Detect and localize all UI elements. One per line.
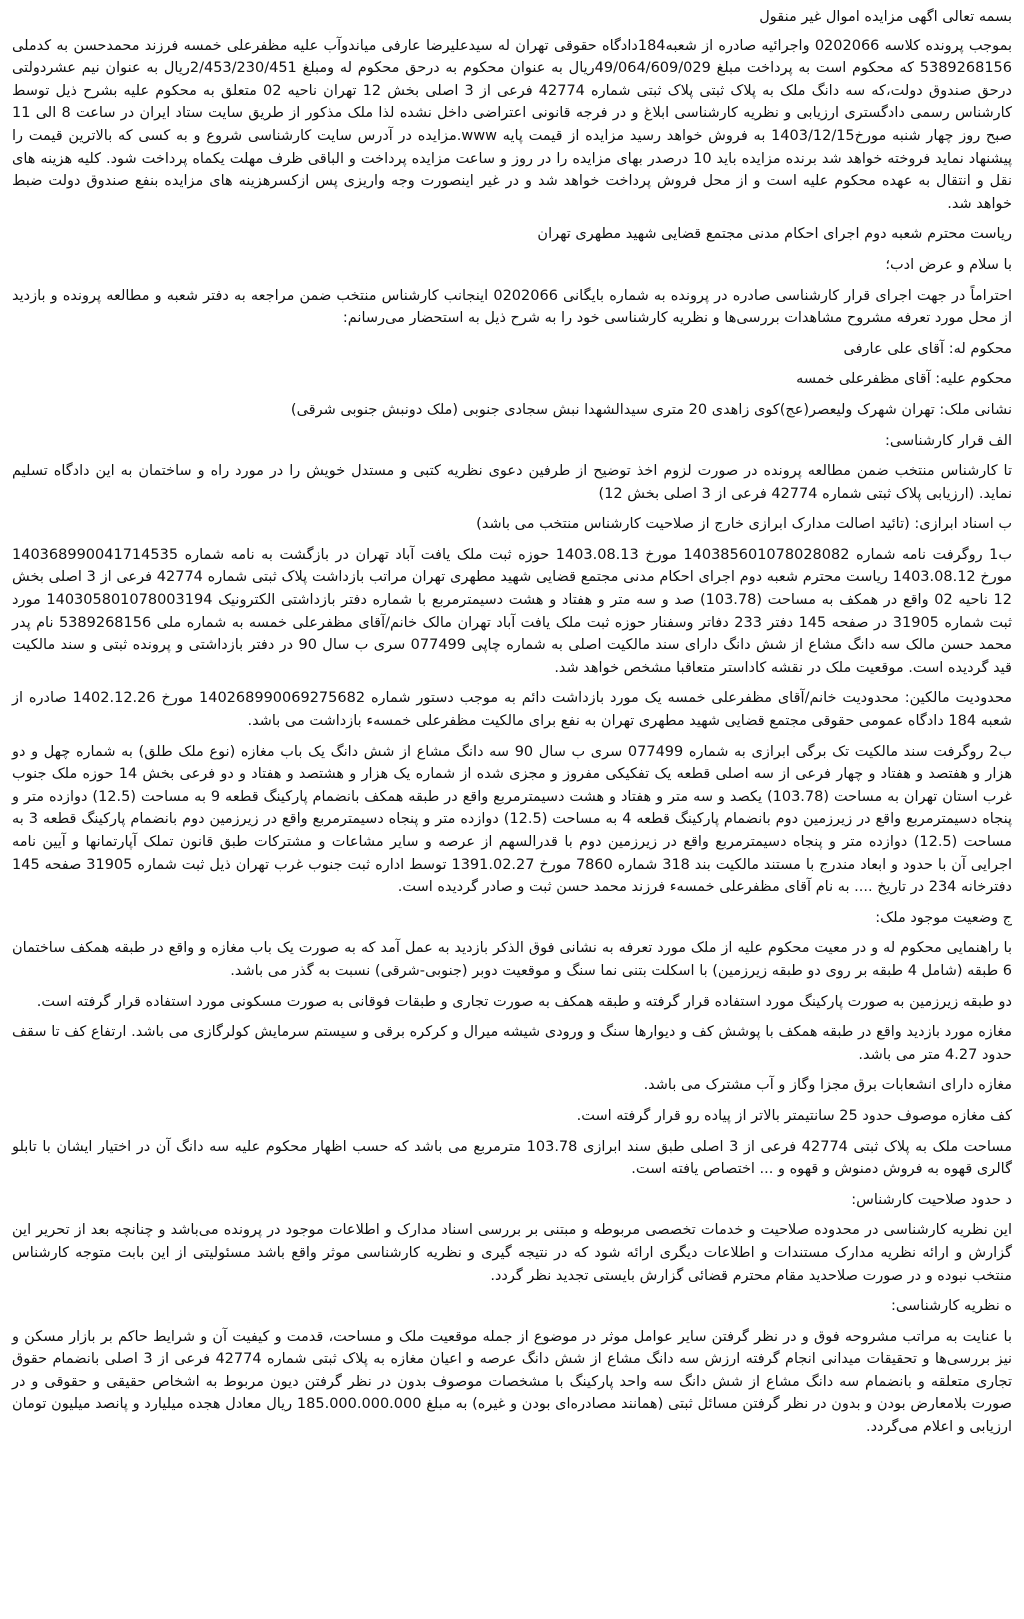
competence-paragraph: این نظریه کارشناسی در محدوده صلاحیت و خدمات تخصصی مربوطه و مبتنی بر بررسی اسناد مدارک و اطلاعات موجود در پرونده می‌باشد و چنانچه بعد از تحریر این گزارش و ارائه نظریه مدارک مستندات و اطلاعات دیگری ارائه شود که در نتیجه گیری و نظریه کارشناسی موثر واقع باشد مسئولیتی از این بابت متوجه کارشناس منتخب نبوده و در صورت صلاحدید مقام محترم قضائی گزارش بایستی تجدید نظر گردد. xyxy=(12,1222,1012,1284)
greeting-line: با سلام و عرض ادب؛ xyxy=(885,256,1012,273)
property-address-line: نشانی ملک: تهران شهرک ولیعصر(عج)کوی زاهدی 20 متری سیدالشهدا نبش سجادی جنوبی (ملک دونبش جنوبی شرقی) xyxy=(290,401,1012,418)
shop-description-paragraph: مغازه مورد بازدید واقع در طبقه همکف با پوشش کف و دیوارها سنگ و ورودی شیشه میرال و کرکره برقی و سیستم سرمایش کولرگازی می باشد. ارتفاع کف تا سقف حدود 4.27 متر می باشد. xyxy=(12,1024,1012,1063)
defendant-line: محکوم علیه: آقای مظفرعلی خمسه xyxy=(796,371,1012,388)
section-c-heading: ج وضعیت موجود ملک: xyxy=(875,909,1012,926)
addressee-line: ریاست محترم شعبه دوم اجرای احکام مدنی مجتمع قضایی شهید مطهری تهران xyxy=(537,226,1012,243)
expert-opinion-paragraph: با عنایت به مراتب مشروحه فوق و در نظر گرفتن سایر عوامل موثر در موضوع از جمله موقعیت ملک و مساحت، قدمت و کیفیت آن و شرایط حاکم بر بازار مسکن و نیز بررسی‌ها و تحقیقات میدانی انجام گرفته ارزش سه دانگ مشاع از شش دانگ عرصه و اعیان مغازه به پلاک ثبتی شماره 42774 فرعی از 3 اصلی بانضمام حقوق تجاری متعلقه و بانضمام سه دانگ مشاع از شش دانگ سه واحد پارکینگ با مشخصات موصوف بدون در نظر گرفتن دیون مربوط به اشخاص حقیقی و حقوقی و در صورت بلامعارض بودن و بدون در نظر گرفتن مسائل ثبتی (همانند مصادره‌ای بودن و غیره) به مبلغ 185.000.000.000 ریال معادل هجده میلیارد و پانصد میلیون تومان ارزیابی و اعلام می‌گردد. xyxy=(12,1328,1012,1436)
section-b-heading: ب اسناد ابرازی: (تائید اصالت مدارک ابرازی خارج از صلاحیت کارشناس منتخب می باشد) xyxy=(476,516,1012,533)
area-paragraph: مساحت ملک به پلاک ثبتی 42774 فرعی از 3 اصلی طبق سند ابرازی 103.78 مترمربع می باشد که حسب اظهار محکوم علیه سه دانگ آن در اختیار ایشان با تابلو گالری قهوه به فروش دمنوش و قهوه و ... اختصاص یافته است. xyxy=(12,1138,1012,1178)
section-e-heading: ه نظریه کارشناسی: xyxy=(891,1298,1012,1315)
owner-restrictions-paragraph: محدودیت مالکین: محدودیت خانم/آقای مظفرعلی خمسه یک مورد بازداشت دائم به موجب دستور شماره 140268990069275682 مورخ 1402.12.26 صادره از شعبه 184 دادگاه عمومی حقوقی مجتمع قضایی شهید مطهری تهران به نفع برای مالکیت مظفرعلی خمسهء بازداشت می باشد. xyxy=(12,690,1013,730)
section-b2-paragraph: ب2 روگرفت سند مالکیت تک برگی ابرازی به شماره 077499 سری ب سال 90 سه دانگ مشاع از شش دانگ یک باب مغازه (نوع ملک طلق) به شماره چهل و دو هزار و هفتصد و هفتاد و چهار فرعی از سه اصلی قطعه یک تفکیکی مفروز و مجزی شده از شماره یک هزار و هشتصد و هفتاد و دو فرعی بخش 14 حوزه ملک جنوب غرب استان تهران به مساحت (103.78) یکصد و سه متر و هفتاد و هشت دسیمترمربع واقع در طبقه همکف بانضمام پارکینگ قطعه 9 به مساحت (12.5) دوازده متر و پنجاه دسیمترمربع واقع در زیرزمین دوم بانضمام پارکینگ قطعه 4 به مساحت (12.5) دوازده متر و پنجاه دسیمترمربع واقع در زیرزمین دوم بانضمام پارکینگ قطعه 3 به مساحت (12.5) دوازده متر و پنجاه دسیمترمربع واقع در زیرزمین دوم با قدرالسهم از عرصه و سایر مشاعات و مشترکات طبق قانون تملک آپارتمانها و آیین نامه اجرایی آن با حدود و ابعاد مندرج با مستند مالکیت بند 318 شماره 7860 مورخ 1391.02.27 توسط اداره ثبت جنوب غرب تهران ذیل ثبت شماره 31905 صفحه 145 دفترخانه 234 در تاریخ .... به نام آقای مظفرعلی خمسهء فرزند محمد حسن ثبت و صادر گردیده است. xyxy=(12,743,1012,896)
plaintiff-line: محکوم له: آقای علی عارفی xyxy=(843,340,1012,357)
intro-paragraph: احتراماً در جهت اجرای قرار کارشناسی صادره در پرونده به شماره بایگانی 0202066 اینجانب کارشناس منتخب ضمن مراجعه به دفتر شعبه و مطالعه پرونده و بازدید از محل مورد تعرفه مشروح مشاهدات بررسی‌ها و نظریه کارشناسی خود را به شرح ذیل به استحضار می‌رسانم: xyxy=(12,287,1013,327)
section-d-heading: د حدود صلاحیت کارشناس: xyxy=(851,1191,1012,1208)
basement-paragraph: دو طبقه زیرزمین به صورت پارکینگ مورد استفاده قرار گرفته و طبقه همکف به صورت تجاری و طبقات فوقانی به صورت مسکونی مورد استفاده قرار گرفته است. xyxy=(36,993,1012,1010)
site-visit-paragraph: با راهنمایی محکوم له و در معیت محکوم علیه از ملک مورد تعرفه به نشانی فوق الذکر بازدید به عمل آمد که به صورت یک باب مغازه و واقع در طبقه همکف ساختمان 6 طبقه (شامل 4 طبقه بر روی دو طبقه زیرزمین) با اسکلت بتنی نما سنگ و موقعیت دوبر (جنوبی-شرقی) نسبت به گذر می باشد. xyxy=(12,940,1012,979)
section-a-heading: الف قرار کارشناسی: xyxy=(884,432,1012,449)
section-b1-paragraph: ب1 روگرفت نامه شماره 140385601078028082 مورخ 1403.08.13 حوزه ثبت ملک یافت آباد تهران در بازگشت به نامه شماره 140368990041714535 مورخ 1403.08.12 ریاست محترم شعبه دوم اجرای احکام مدنی مجتمع قضایی شهید مطهری تهران مراتب بازداشت پلاک ثبتی شماره 42774 فرعی از 3 اصلی بخش 12 ناحیه 02 واقع در همکف به مساحت (103.78) صد و سه متر و هفتاد و هشت دسیمترمربع با شماره دفتر بازداشتی الکترونیک 140305801078003194 مورد ثبت شماره 31905 در صفحه 145 دفتر 233 دفاتر وسفنار حوزه ثبت ملک یافت آباد تهران مالک خانم/آقای مظفرعلی خمسه به شماره ملی 5389268156 نام پدر محمد حسن مالک سه دانگ مشاع از شش دانگ دارای سند مالکیت اصلی به شماره چاپی 077499 سری ب سال 90 در دفتر بازداشتی و پرونده ثبتی و سند مالکیت قید گردیده است. موقعیت ملک در نقشه کاداستر متعاقبا مشخص خواهد شد. xyxy=(12,546,1013,676)
utilities-line: مغازه دارای انشعابات برق مجزا وگاز و آب مشترک می باشد. xyxy=(643,1077,1012,1094)
enforcement-paragraph: بموجب پرونده کلاسه 0202066 واجرائیه صادره از شعبه184دادگاه حقوقی تهران له سیدعلیرضا عارفی میاندوآب علیه مظفرعلی خمسه فرزند محمدحسن به کدملی 5389268156 که محکوم است به پرداخت مبلغ 49/064/609/029ریال به عنوان محکوم به درحق محکوم له ومبلغ 2/453/230/451ریال به عنوان نیم عشردولتی درحق صندوق دولت،که سه دانگ ملک به پلاک ثبتی پلاک ثبتی شماره 42774 فرعی از 3 اصلی بخش 12 تهران ناحیه 02 متعلق به محکوم علیه بشرح ذیل توسط کارشناس رسمی دادگستری ارزیابی و نظریه کارشناسی ابلاغ و در فرجه قانونی اعتراضی داخل نشده لذا ملک مذکور از طریق سایت ستاد ایران در ساعت 8 الی 11 صبح روز چهار شنبه مورخ1403/12/15 به فروش خواهد رسید مزایده از قیمت پایه www.مزایده در آدرس سایت کارشناسی شروع و به کسی که بالاترین قیمت را پیشنهاد نماید فروخته خواهد شد برنده مزایده باید 10 درصدر بهای مزایده را در روز و ساعت مزایده پرداخت و الباقی ظرف مهلت یکماه پرداخت شود. کلیه هزینه های نقل و انتقال به عهده محکوم علیه است و از محل فروش پرداخت خواهد شد و در غیر اینصورت وجه واریزی پس ازکسرهزینه های مزایده بنفع صندوق دولت ضبط خواهد شد. xyxy=(12,37,1013,212)
floor-height-line: کف مغازه موصوف حدود 25 سانتیمتر بالاتر از پیاده رو قرار گرفته است. xyxy=(576,1107,1012,1124)
section-a-paragraph: تا کارشناس منتخب ضمن مطالعه پرونده در صورت لزوم اخذ توضیح از طرفین دعوی نظریه کتبی و مستدل خویش را در مورد راه و ساختمان به این دادگاه تسلیم نماید. (ارزیابی پلاک ثبتی شماره 42774 فرعی از 3 اصلی بخش 12) xyxy=(12,463,1012,502)
notice-title: بسمه تعالی اگهی مزایده اموال غیر منقول xyxy=(759,9,1012,25)
